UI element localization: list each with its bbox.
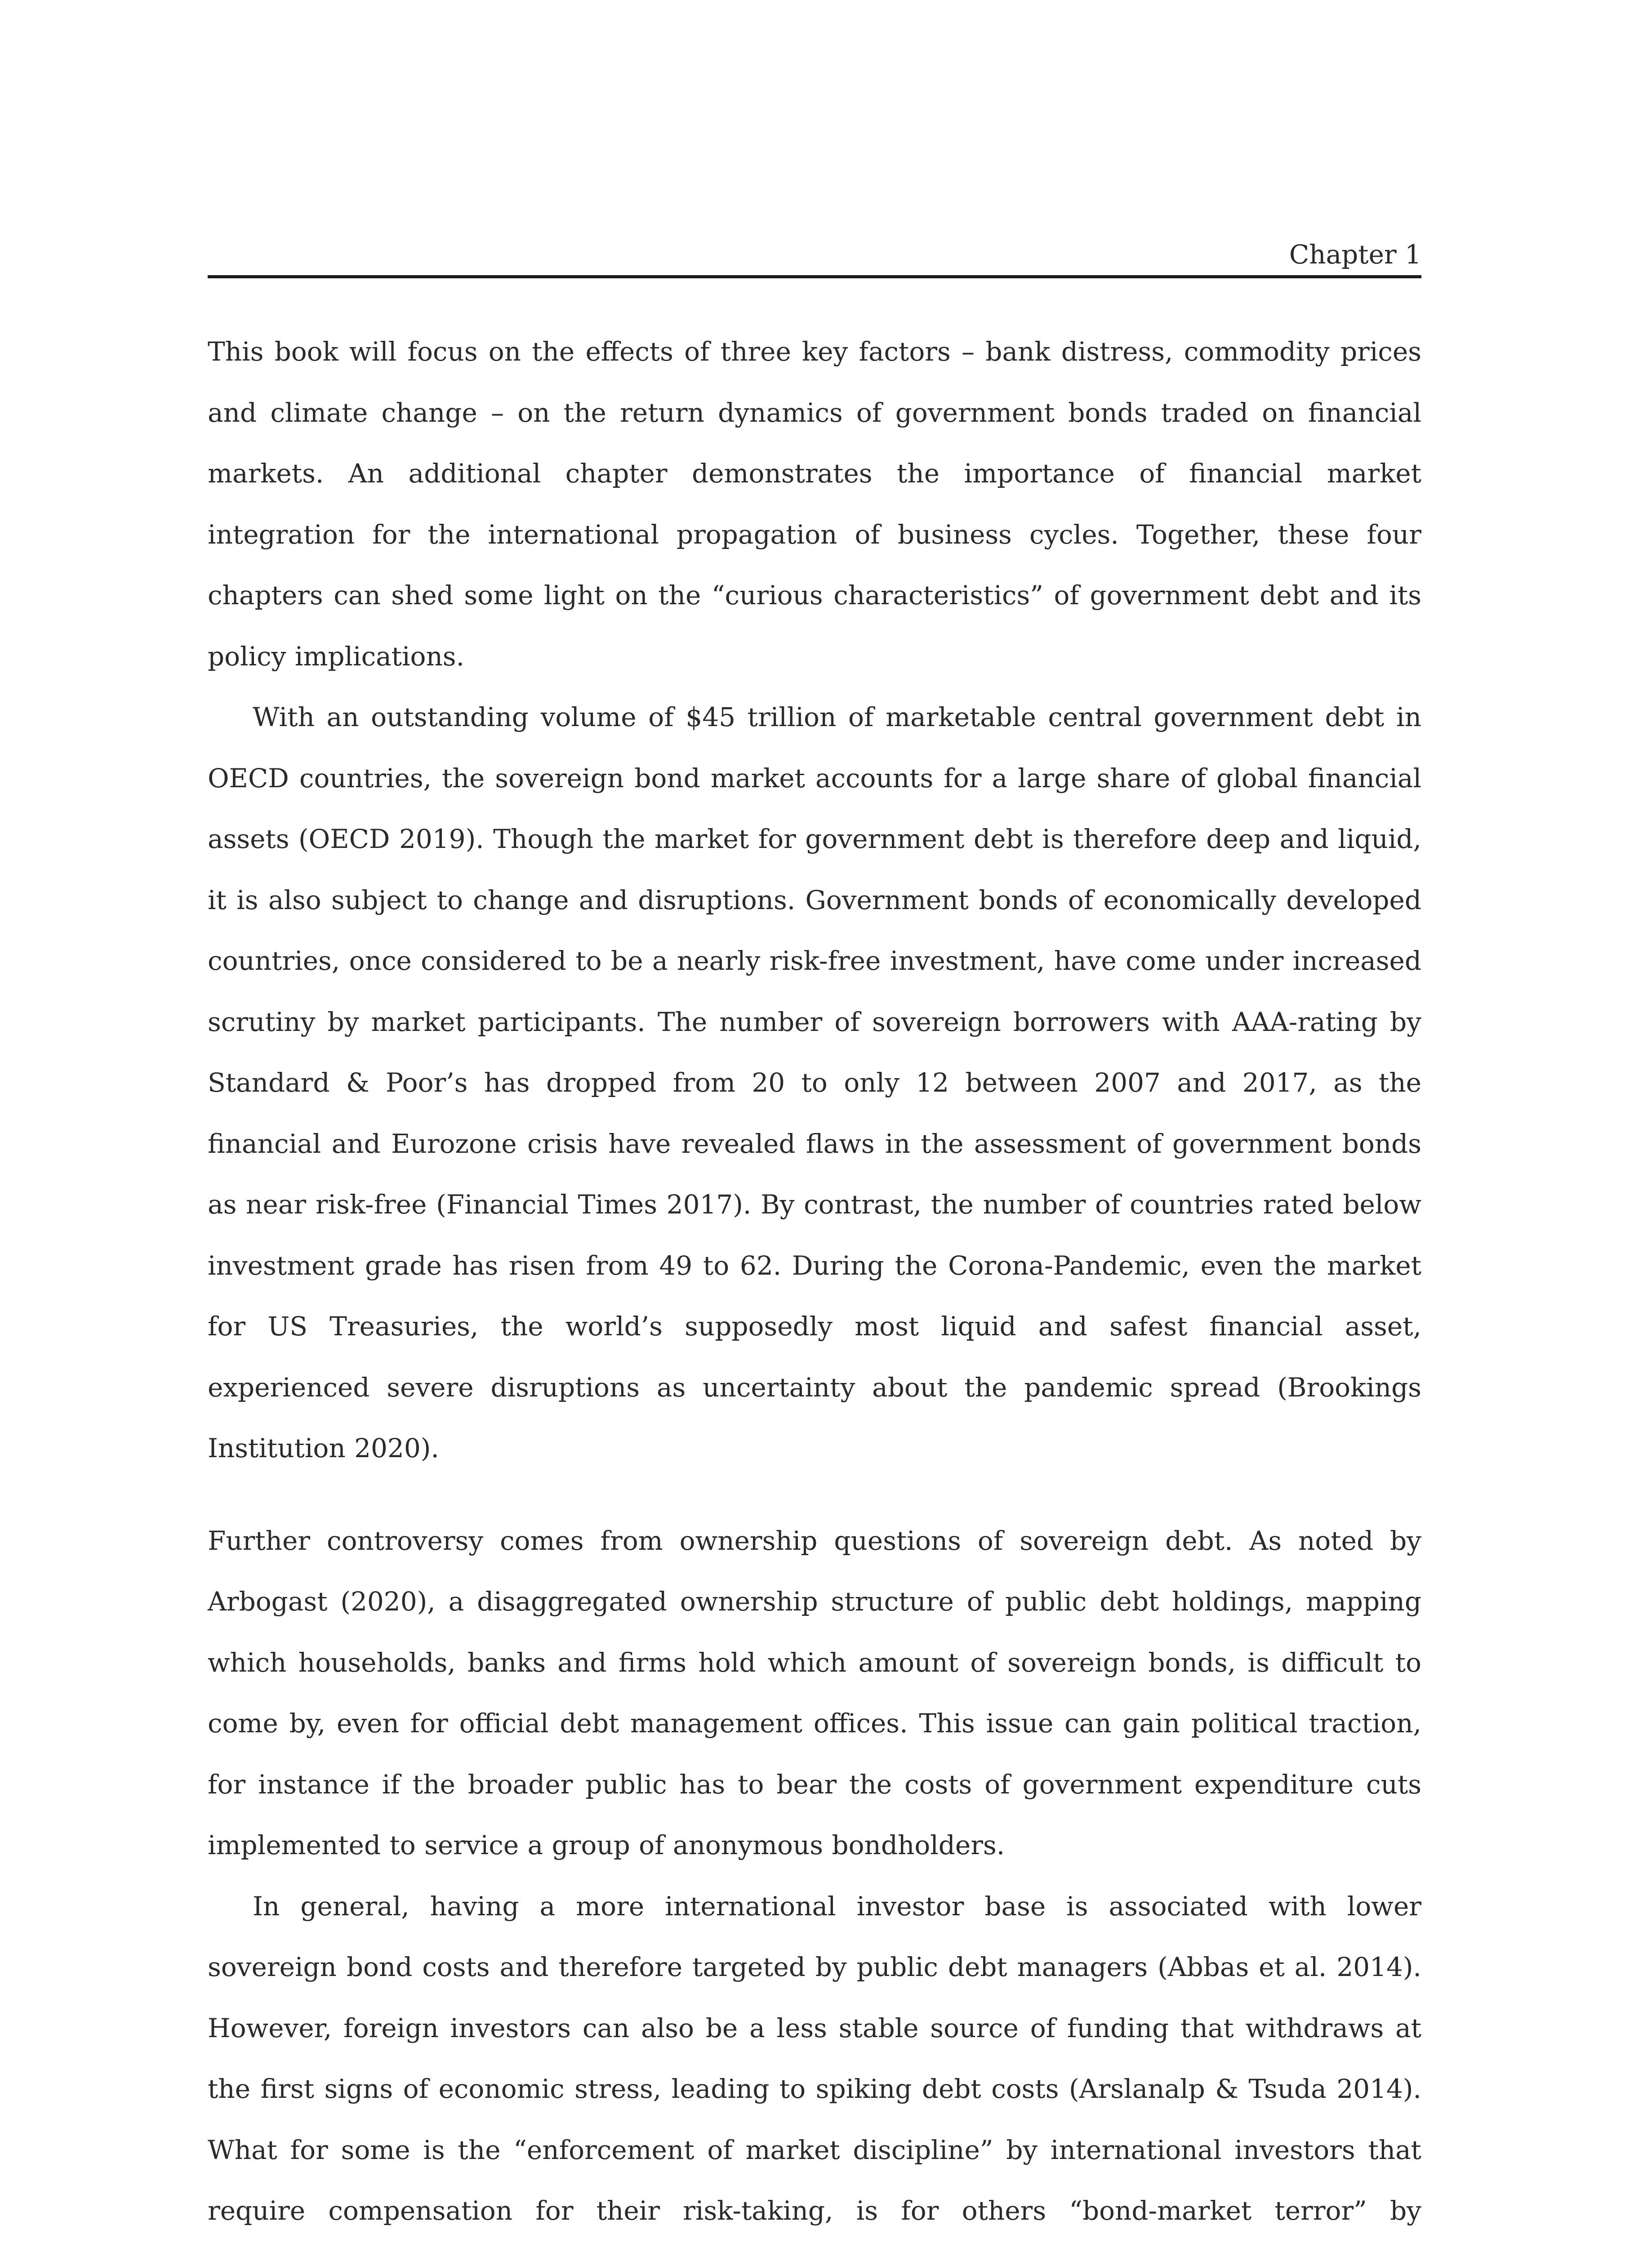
body-text [208, 321, 1421, 2248]
running-header-chapter: Chapter 1 [1289, 239, 1421, 270]
paragraph-bond-market: With an outstanding volume of $45 trillion of marketable central government debt in OECD countries, the sovereign bond market accounts for a large share of global financial assets (OECD 2019). Though the market for government debt is therefore deep and liquid, it is also subject to change and disruptions. Government bonds of economically developed countries, once considered to be a nearly risk-free investment, have come under increased scrutiny by market participants. The number of sovereign borrowers with AAA-rating by Standard & Poor’s has dropped from 20 to only 12 between 2007 and 2017, as the financial and Eurozone crisis have revealed flaws in the assessment of government bonds as near risk-free (Financial Times 2017). By contrast, the number of countries rated below investment grade has risen from 49 to 62. During the Corona-Pandemic, even the market for US Treasuries, the world’s supposedly most liquid and safest financial asset, experienced severe disruptions as uncertainty about the pandemic spread (Brookings Institution 2020). [208, 702, 1421, 1463]
paragraph-intro: This book will focus on the effects of three key factors – bank distress, commodity prices and climate change – on the return dynamics of government bonds traded on financial markets. An additional chapter demonstrates the importance of financial market integration for the international propagation of business cycles. Together, these four chapters can shed some light on the “curious characteristics” of government debt and its policy implications. [208, 336, 1421, 672]
paragraph-ownership: Further controversy comes from ownership questions of sovereign debt. As noted by Arbogast (2020), a disaggregated ownership structure of public debt holdings, mapping which households, banks and firms hold which amount of sovereign bonds, is difficult to come by, even for official debt management offices. This issue can gain political traction, for instance if the broader public has to bear the costs of government expenditure cuts implemented to service a group of anonymous bondholders. [208, 1525, 1421, 1860]
header-rule [208, 275, 1421, 278]
paragraph-investor-base: In general, having a more international investor base is associated with lower sovereign bond costs and therefore targeted by public debt managers (Abbas et al. 2014). However, foreign investors can also be a less stable source of funding that withdraws at the first signs of economic stress, leading to spiking debt costs (Arslanalp & Tsuda 2014). What for some is the “enforcement of market discipline” by international investors that require compensation for their risk-taking, is for others “bond-market terror” by [208, 1891, 1421, 2226]
